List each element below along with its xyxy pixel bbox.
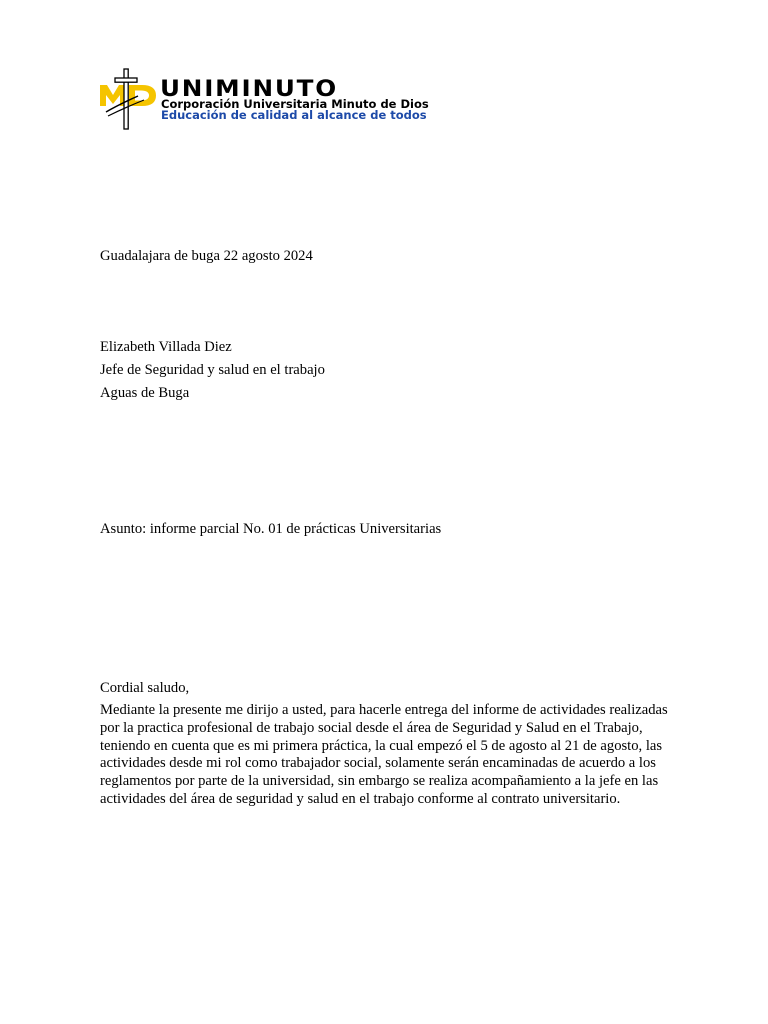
logo-tagline: Educación de calidad al alcance de todos <box>161 108 427 122</box>
recipient-name: Elizabeth Villada Diez <box>100 339 232 355</box>
recipient-position: Jefe de Seguridad y salud en el trabajo <box>100 362 325 378</box>
uniminuto-logo <box>98 68 443 130</box>
logo-brand-name: UNIMINUTO <box>160 77 339 102</box>
place-date: Guadalajara de buga 22 agosto 2024 <box>100 248 313 264</box>
letter-body-paragraph: Mediante la presente me dirijo a usted, para hacerle entrega del informe de actividades realizadas por la practica profesional de trabajo social desde el área de Seguridad y Salud en el Trabajo, teniendo en cuenta que es mi primera práctica, la cual empezó el 5 de agosto al 21 de agosto, las actividades desde mi rol como trabajador social, solamente serán encaminadas de acuerdo a los reglamentos por parte de la universidad, sin embargo se realiza acompañamiento a la jefe en las actividades del área de seguridad y salud en el trabajo conforme al contrato universitario. <box>100 702 668 807</box>
logo-subtitle: Corporación Universitaria Minuto de Dios <box>161 97 429 111</box>
recipient-company: Aguas de Buga <box>100 385 190 401</box>
md-cross-logo-icon <box>98 68 160 130</box>
greeting: Cordial saludo, <box>100 680 190 696</box>
subject-line: Asunto: informe parcial No. 01 de prácticas Universitarias <box>100 521 442 537</box>
